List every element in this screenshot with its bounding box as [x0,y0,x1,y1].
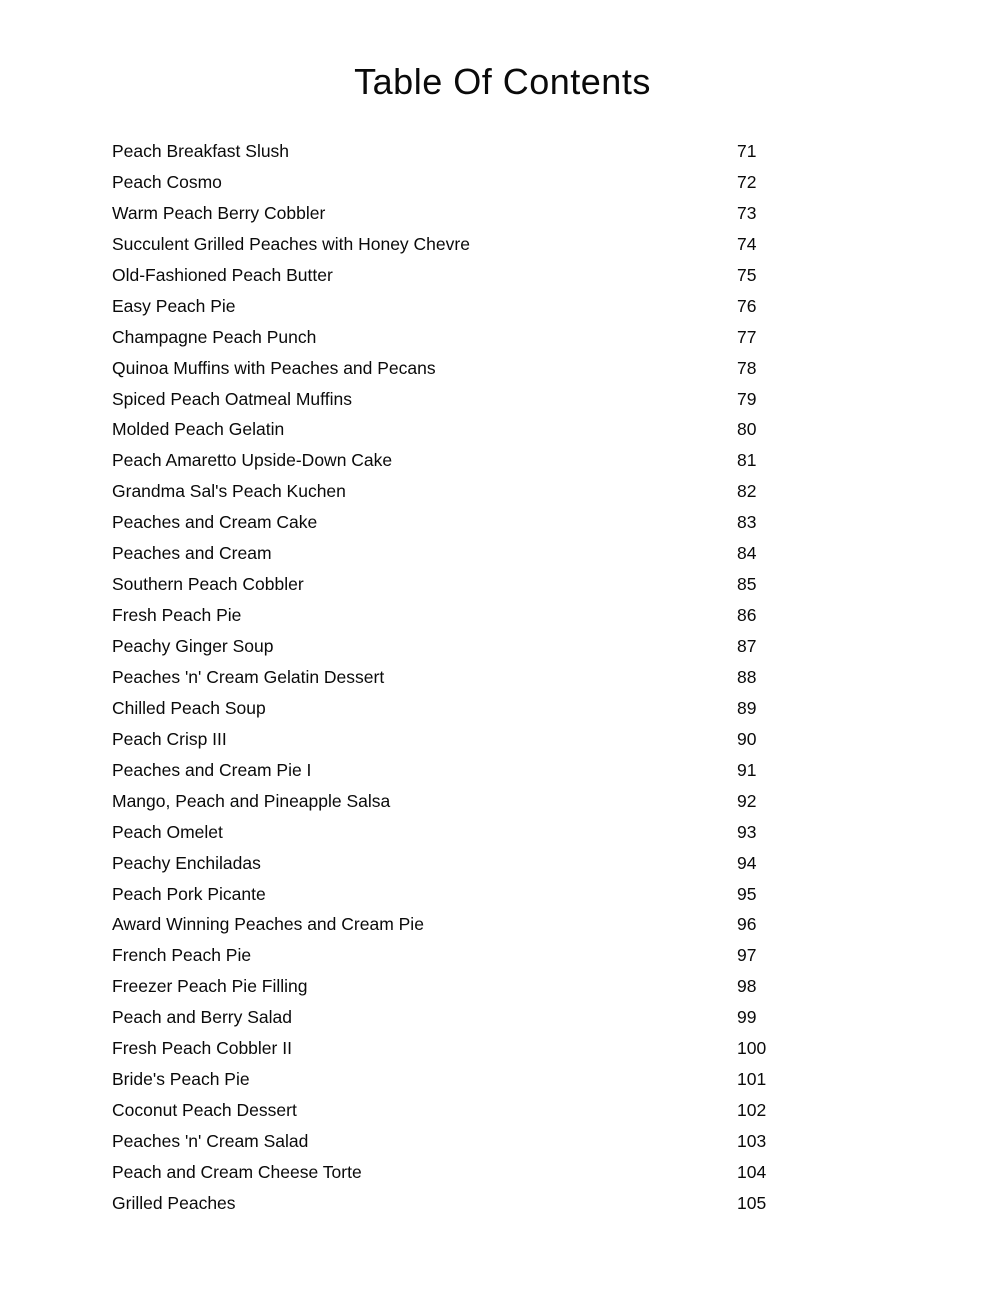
toc-entry-title: Peaches and Cream [112,543,272,564]
toc-entry-page: 97 [737,945,757,966]
toc-row [112,291,812,322]
toc-row [112,693,812,724]
toc-entry-title: Fresh Peach Cobbler II [112,1038,292,1059]
toc-row [112,167,812,198]
toc-row [112,971,812,1002]
page-title: Table Of Contents [354,61,651,102]
toc-entry-page: 76 [737,295,757,316]
toc-entry-title: Spiced Peach Oatmeal Muffins [112,388,352,409]
toc-entry-page: 73 [737,202,757,223]
toc-entry-title: Molded Peach Gelatin [112,419,285,440]
toc-entry-title: Peachy Ginger Soup [112,636,274,656]
toc-entry-page: 102 [737,1100,767,1121]
toc-entry-title: Peachy Enchiladas [112,852,261,873]
toc-row [112,1095,812,1126]
toc-entry-title: Peach and Cream Cheese Torte [112,1161,362,1182]
toc-entry-title: Peach Pork Picante [112,883,266,904]
toc-row [112,322,812,353]
toc-entry-title: Award Winning Peaches and Cream Pie [112,914,424,935]
toc-row [112,662,812,693]
toc-entry-page: 91 [737,759,757,780]
toc-row [112,848,812,879]
toc-row [112,1188,812,1219]
toc-row [112,1002,812,1033]
toc-entry-page: 82 [737,481,757,502]
toc-row [112,445,812,476]
toc-entry-title: Peach Crisp III [112,728,227,749]
toc-list [112,136,812,1219]
toc-row [112,538,812,569]
toc-entry-page: 84 [737,543,757,564]
toc-entry-page: 88 [737,666,757,687]
toc-entry-page: 86 [737,605,757,626]
toc-entry-page: 90 [737,728,757,749]
toc-row [112,476,812,507]
toc-entry-page: 79 [737,388,757,409]
toc-row [112,631,812,662]
toc-entry-title: Grilled Peaches [112,1192,236,1213]
toc-entry-title: Peach Cosmo [112,171,222,192]
toc-entry-title: Champagne Peach Punch [112,326,317,347]
toc-row [112,879,812,910]
toc-row [112,1064,812,1095]
toc-entry-page: 75 [737,264,757,285]
toc-entry-page: 81 [737,450,757,471]
toc-entry-title: Peach Breakfast Slush [112,141,290,161]
toc-entry-page: 98 [737,976,757,997]
toc-row [112,507,812,538]
toc-row [112,1157,812,1188]
toc-row [112,724,812,755]
toc-entry-title: French Peach Pie [112,945,252,966]
toc-entry-title: Coconut Peach Dessert [112,1100,297,1121]
toc-entry-title: Peaches and Cream Cake [112,512,318,533]
toc-entry-page: 92 [737,790,757,811]
toc-entry-page: 77 [737,326,757,347]
toc-entry-title: Peach Amaretto Upside-Down Cake [112,450,393,471]
toc-entry-page: 99 [737,1007,757,1028]
toc-row [112,1126,812,1157]
toc-entry-page: 93 [737,821,757,842]
toc-entry-title: Freezer Peach Pie Filling [112,976,308,997]
toc-row [112,940,812,971]
toc-entry-page: 94 [737,852,757,873]
toc-entry-title: Old-Fashioned Peach Butter [112,264,333,285]
toc-entry-page: 78 [737,357,757,378]
toc-entry-page: 89 [737,697,757,718]
toc-row [112,755,812,786]
toc-entry-page: 96 [737,914,757,935]
toc-entry-title: Peaches 'n' Cream Salad [112,1131,309,1151]
toc-entry-page: 87 [737,636,757,656]
toc-row [112,569,812,600]
toc-entry-title: Peaches 'n' Cream Gelatin Dessert [112,666,385,687]
toc-entry-title: Easy Peach Pie [112,295,236,316]
toc-entry-page: 85 [737,574,757,595]
toc-entry-title: Southern Peach Cobbler [112,574,304,595]
toc-entry-title: Mango, Peach and Pineapple Salsa [112,790,391,811]
toc-entry-page: 101 [737,1069,767,1090]
toc-row [112,260,812,291]
toc-entry-title: Peaches and Cream Pie I [112,759,312,780]
toc-entry-page: 74 [737,233,757,254]
toc-row [112,384,812,415]
toc-entry-title: Grandma Sal's Peach Kuchen [112,481,346,502]
toc-entry-page: 103 [737,1131,767,1151]
toc-entry-page: 72 [737,171,757,192]
toc-entry-page: 80 [737,419,757,440]
toc-entry-page: 71 [737,141,757,161]
toc-entry-title: Succulent Grilled Peaches with Honey Chevre [112,233,470,254]
toc-entry-title: Peach Omelet [112,821,223,842]
toc-entry-page: 83 [737,512,757,533]
toc-row [112,353,812,384]
toc-row [112,1033,812,1064]
toc-entry-title: Peach and Berry Salad [112,1007,292,1028]
toc-entry-title: Chilled Peach Soup [112,697,266,718]
toc-row [112,414,812,445]
toc-row [112,229,812,260]
toc-row [112,198,812,229]
toc-entry-title: Fresh Peach Pie [112,605,242,626]
toc-entry-page: 95 [737,883,757,904]
toc-entry-page: 100 [737,1038,767,1059]
toc-row [112,817,812,848]
toc-row [112,136,812,167]
toc-entry-page: 105 [737,1192,767,1213]
toc-entry-title: Warm Peach Berry Cobbler [112,202,326,223]
toc-entry-title: Quinoa Muffins with Peaches and Pecans [112,357,436,378]
toc-row [112,909,812,940]
toc-entry-title: Bride's Peach Pie [112,1069,250,1090]
toc-row [112,600,812,631]
toc-entry-page: 104 [737,1161,767,1182]
toc-row [112,786,812,817]
